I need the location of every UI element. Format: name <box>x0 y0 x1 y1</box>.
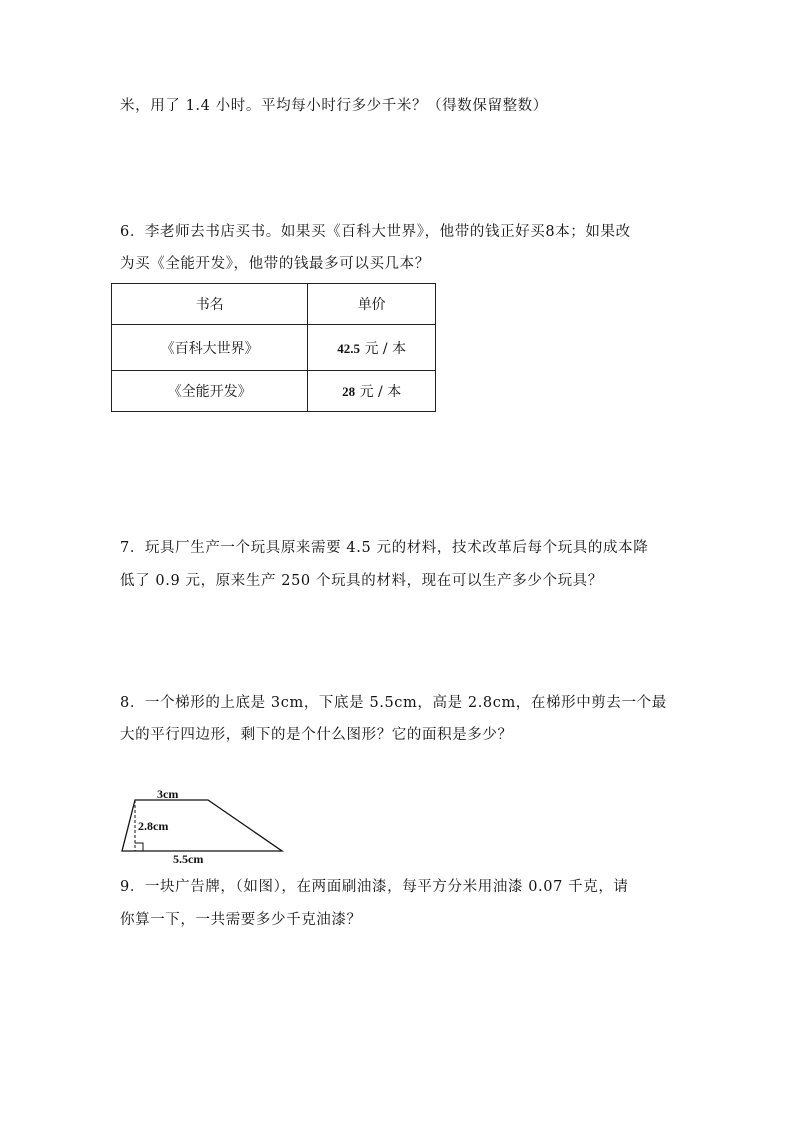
q7-text-line-2: 低了 0.9 元，原来生产 250 个玩具的材料，现在可以生产多少个玩具？ <box>120 573 603 589</box>
table-row <box>112 325 436 371</box>
q5-text-line-2: 米，用了 1.4 小时。平均每小时行多少千米？（得数保留整数） <box>120 98 548 114</box>
q6-text-line-1: 6．李老师去书店买书。如果买《百科大世界》，他带的钱正好买8本；如果改 <box>120 224 631 240</box>
price-cell <box>308 325 436 371</box>
price-unit: 元 / 本 <box>355 384 402 400</box>
book-name-cell: 《全能开发》 <box>112 371 308 412</box>
q8-text-line-1: 8．一个梯形的上底是 3cm，下底是 5.5cm，高是 2.8cm，在梯形中剪去一个最 <box>120 695 667 711</box>
price-number: 28 <box>342 384 356 399</box>
q6-text-line-2: 为买《全能开发》，他带的钱最多可以买几本？ <box>120 256 430 272</box>
price-table-header-row <box>112 284 436 325</box>
header-book-name: 书名 <box>112 284 308 325</box>
top-base-label: 3cm <box>157 787 179 801</box>
q9-text-line-2: 你算一下，一共需要多少千克油漆？ <box>120 912 362 928</box>
table-row <box>112 371 436 412</box>
q7-text-line-1: 7．玩具厂生产一个玩具原来需要 4.5 元的材料，技术改革后每个玩具的成本降 <box>120 540 649 556</box>
q9-text-line-1: 9．一块广告牌，（如图），在两面刷油漆，每平方分米用油漆 0.07 千克，请 <box>120 879 629 895</box>
header-unit-price: 单价 <box>308 284 436 325</box>
price-number: 42.5 <box>337 340 361 356</box>
trapezoid-figure <box>118 784 288 866</box>
price-table <box>111 283 436 412</box>
right-angle-mark <box>135 843 143 851</box>
book-name-cell: 《百科大世界》 <box>112 325 308 371</box>
bottom-base-label: 5.5cm <box>173 852 204 866</box>
q8-text-line-2: 大的平行四边形，剩下的是个什么图形？它的面积是多少？ <box>120 727 513 743</box>
height-label: 2.8cm <box>138 819 169 833</box>
price-unit: 元 / 本 <box>360 340 407 357</box>
price-cell <box>308 371 436 412</box>
